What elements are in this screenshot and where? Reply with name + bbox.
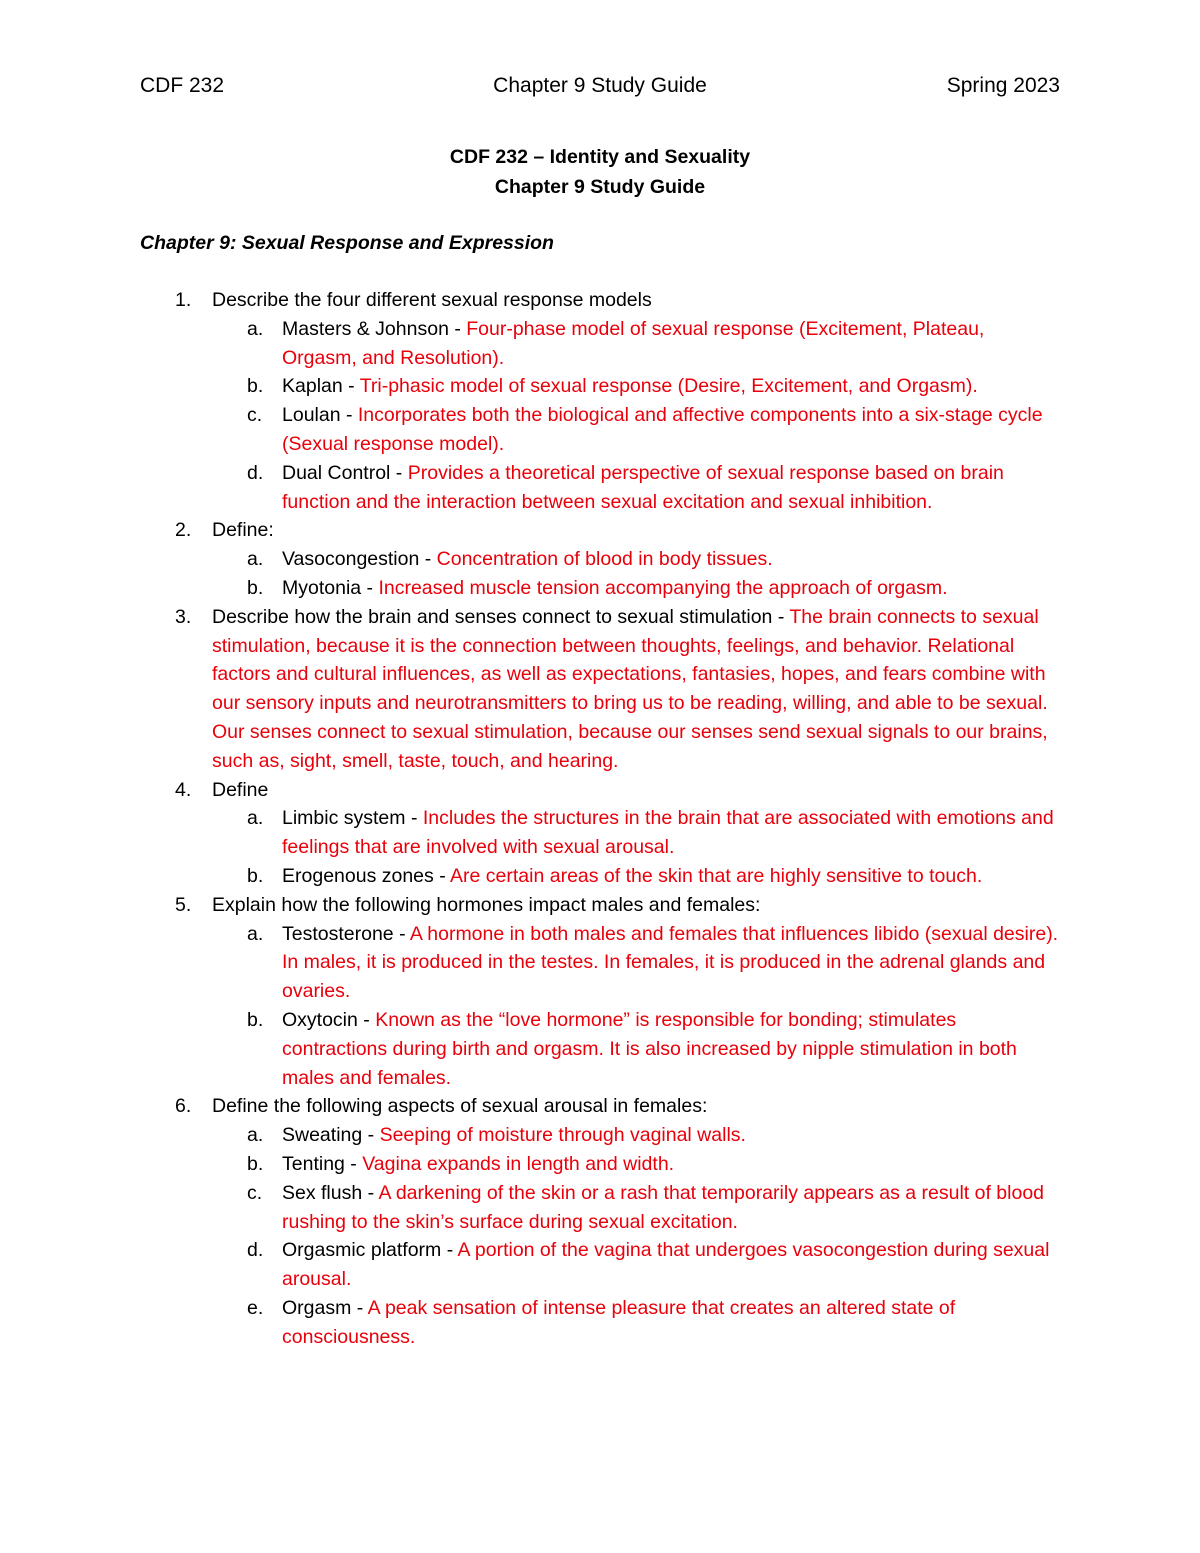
- sub-item-letter: b.: [247, 576, 264, 599]
- sub-item-answer: Concentration of blood in body tissues.: [436, 548, 773, 571]
- sub-item: [212, 804, 1060, 862]
- sub-item-term: Myotonia -: [282, 576, 379, 599]
- sub-item-answer: Includes the structures in the brain that are associated with emotions and feelings that are involved with sexual arousal.: [282, 807, 1054, 859]
- sub-item-term: Oxytocin -: [282, 1008, 376, 1031]
- sub-item-letter: b.: [247, 1008, 264, 1031]
- question-item: [140, 1092, 1060, 1121]
- sub-item-term: Testosterone -: [282, 922, 410, 945]
- sub-item-answer: Provides a theoretical perspective of sexual response based on brain function and the interaction between sexual excitation and sexual inhibition.: [282, 461, 1004, 513]
- question-number: 4.: [175, 778, 192, 801]
- sub-item-term: Vasocongestion -: [282, 548, 437, 571]
- header-term: Spring 2023: [946, 74, 1060, 97]
- sub-item: [212, 459, 1060, 517]
- sub-item-letter: a.: [247, 1124, 264, 1147]
- question-number: 1.: [175, 289, 192, 311]
- sub-item-answer: Increased muscle tension accompanying the approach of orgasm.: [378, 576, 948, 599]
- sub-item-letter: d.: [247, 1239, 264, 1262]
- sub-item-answer: A hormone in both males and females that influences libido (sexual desire). In males, it is produced in the testes. In females, it is produced in the adrenal glands and ovaries.: [282, 922, 1059, 1003]
- sub-item-answer: A darkening of the skin or a rash that temporarily appears as a result of blood rushing to the skin’s surface during sexual excitation.: [282, 1181, 1045, 1233]
- question-prompt: Explain how the following hormones impact males and females:: [212, 893, 761, 916]
- sub-item: [212, 315, 1060, 373]
- document-title: [0, 142, 1200, 202]
- question-item: [140, 891, 1060, 920]
- sub-item-term: Kaplan -: [282, 375, 360, 398]
- sub-item-term: Dual Control -: [282, 461, 408, 484]
- sub-item-letter: e.: [247, 1296, 264, 1319]
- sub-item-letter: b.: [247, 864, 264, 887]
- question-number: 2.: [175, 519, 192, 542]
- sub-item-letter: a.: [247, 317, 264, 340]
- question-prompt: Define the following aspects of sexual arousal in females:: [212, 1095, 708, 1118]
- header-title: Chapter 9 Study Guide: [493, 74, 707, 97]
- sub-item: [212, 545, 1060, 574]
- question-answer: The brain connects to sexual stimulation, because it is the connection between thoughts, feelings, and behavior. Relational factors and cultural influences, as well as expectations, fantasies, hopes, and fears combine with our sensory inputs and neurotransmitters to bring us to be reading, willing, and able to be sexual. Our senses connect to sexual stimulation, because our senses send sexual signals to our brains, such as, sight, smell, taste, touch, and hearing.: [212, 605, 1048, 772]
- question-number: 6.: [175, 1095, 192, 1118]
- sub-item-term: Sweating -: [282, 1124, 380, 1147]
- sub-item-letter: d.: [247, 461, 264, 484]
- sub-item: [212, 401, 1060, 459]
- sub-item: [212, 574, 1060, 603]
- question-item: [140, 776, 1060, 805]
- sub-item-answer: A portion of the vagina that undergoes vasocongestion during sexual arousal.: [282, 1239, 1050, 1291]
- header-course: CDF 232: [140, 74, 225, 97]
- title-line-1: CDF 232 – Identity and Sexuality: [449, 146, 751, 168]
- question-number: 5.: [175, 893, 192, 916]
- sub-item-letter: b.: [247, 1152, 264, 1175]
- sub-item-answer: Incorporates both the biological and affective components into a six-stage cycle (Sexual response model).: [282, 404, 1043, 455]
- sub-item-letter: a.: [247, 807, 264, 830]
- sub-item-answer: Known as the “love hormone” is responsible for bonding; stimulates contractions during birth and orgasm. It is also increased by nipple stimulation in both males and females.: [282, 1008, 1017, 1089]
- title-line-2: Chapter 9 Study Guide: [494, 176, 706, 198]
- sub-item-answer: Seeping of moisture through vaginal walls.: [379, 1124, 746, 1147]
- sub-item-answer: Vagina expands in length and width.: [362, 1152, 675, 1175]
- sub-item: [212, 1294, 1060, 1352]
- sub-item: [212, 1006, 1060, 1092]
- question-item: [140, 603, 1060, 776]
- sub-item-term: Sex flush -: [282, 1181, 379, 1204]
- question-prompt: Define:: [212, 519, 274, 542]
- sub-item-answer: Four-phase model of sexual response (Excitement, Plateau, Orgasm, and Resolution).: [282, 317, 985, 369]
- sub-item-term: Erogenous zones -: [282, 864, 451, 887]
- sub-item-term: Loulan -: [282, 404, 358, 427]
- sub-item-answer: Are certain areas of the skin that are highly sensitive to touch.: [450, 864, 983, 887]
- sub-item-letter: a.: [247, 922, 264, 945]
- sub-item-term: Tenting -: [282, 1152, 363, 1175]
- question-list: [140, 286, 1060, 1351]
- question-number: 3.: [175, 605, 192, 628]
- sub-item: [212, 1236, 1060, 1294]
- sub-item: [212, 920, 1060, 1006]
- sub-item-term: Masters & Johnson -: [282, 317, 467, 340]
- sub-item-letter: a.: [247, 548, 264, 571]
- sub-item: [212, 1179, 1060, 1237]
- sub-item: [212, 862, 1060, 891]
- chapter-heading: Chapter 9: Sexual Response and Expression: [140, 232, 554, 254]
- sub-item-term: Orgasmic platform -: [282, 1239, 458, 1262]
- question-prompt: Describe how the brain and senses connect to sexual stimulation -: [212, 605, 790, 628]
- question-prompt: Define: [212, 778, 269, 801]
- sub-item: [212, 372, 1060, 401]
- sub-item-letter: b.: [247, 375, 264, 398]
- sub-item-answer: Tri-phasic model of sexual response (Desire, Excitement, and Orgasm).: [359, 375, 978, 398]
- question-prompt: Describe the four different sexual response models: [212, 289, 652, 311]
- sub-item-answer: A peak sensation of intense pleasure that creates an altered state of consciousness.: [282, 1296, 956, 1348]
- sub-item: [212, 1121, 1060, 1150]
- sub-item: [212, 1150, 1060, 1179]
- sub-item-term: Limbic system -: [282, 807, 423, 830]
- sub-item-term: Orgasm -: [282, 1296, 368, 1319]
- question-item: [140, 516, 1060, 545]
- sub-item-letter: c.: [247, 1181, 263, 1204]
- question-item: [140, 286, 1060, 315]
- sub-item-letter: c.: [247, 404, 263, 427]
